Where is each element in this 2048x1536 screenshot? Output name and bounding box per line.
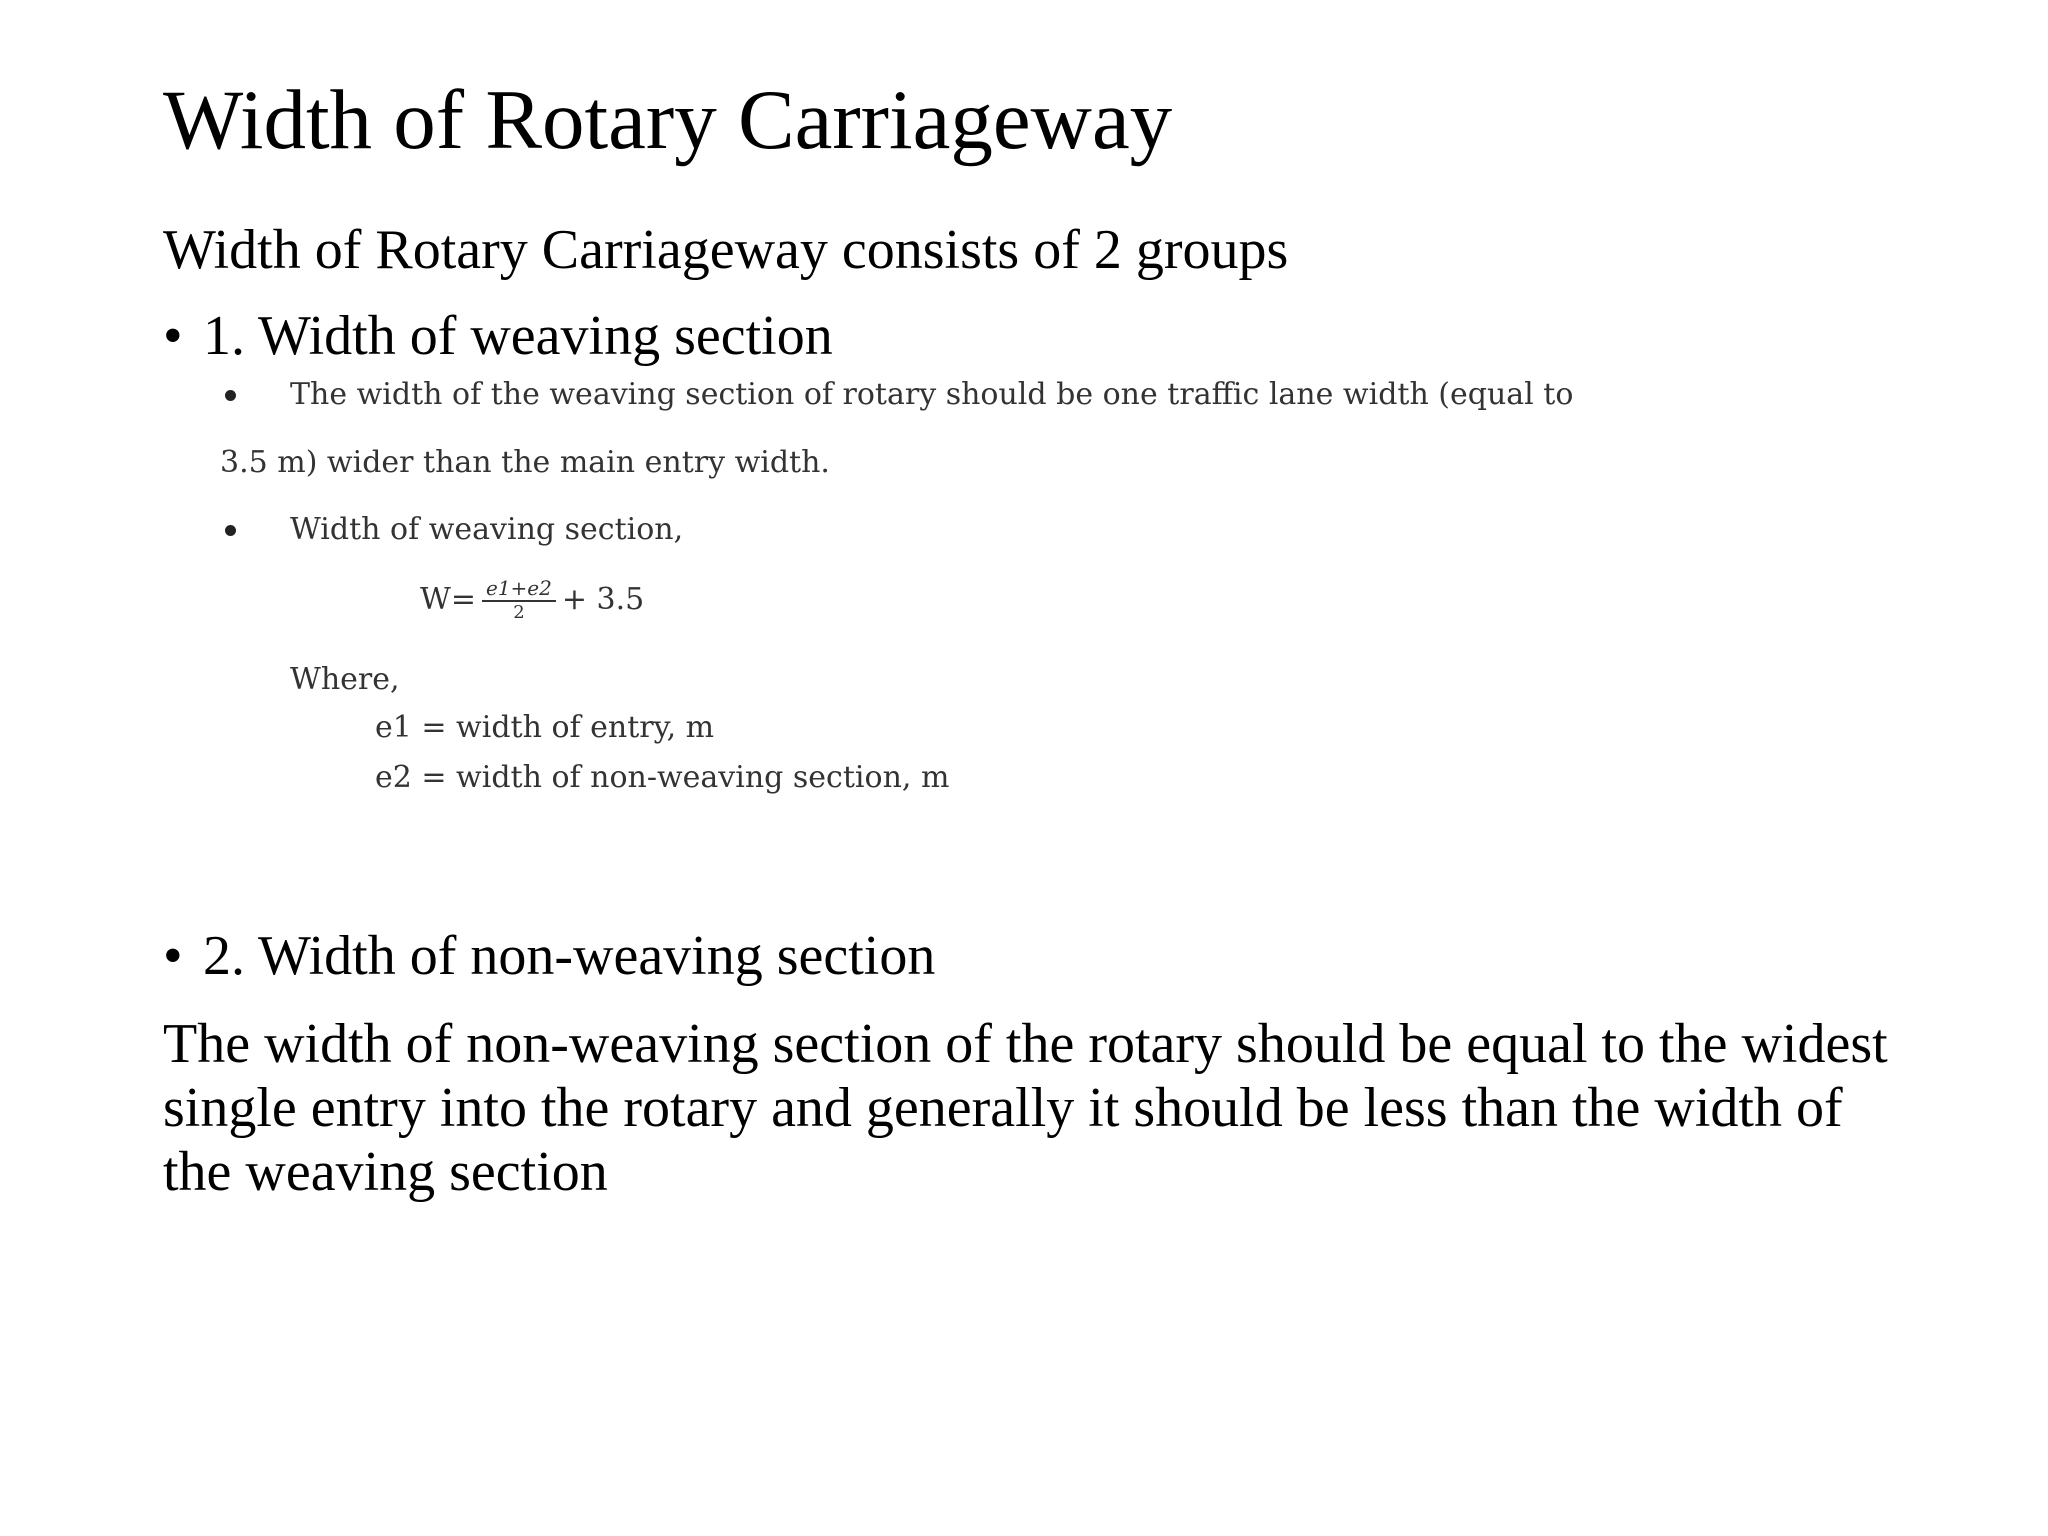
pasted-definition-image (210, 360, 1690, 800)
formula-numerator: e1+e2 (482, 578, 556, 602)
bullet-non-weaving-heading: 2. Width of non-weaving section (203, 925, 936, 987)
bullet-symbol: • (163, 925, 183, 987)
small-bullet-dot (225, 390, 236, 401)
where-label: Where, (290, 662, 400, 697)
small-bullet-dot (225, 525, 236, 536)
weaving-definition-line2: 3.5 m) wider than the main entry width. (220, 445, 830, 480)
definition-e2: e2 = width of non-weaving section, m (375, 760, 950, 795)
weaving-definition-line1: The width of the weaving section of rotary should be one traffic lane width (equal to (290, 377, 1574, 412)
non-weaving-paragraph: The width of non-weaving section of the rotary should be equal to the widest single entry into the rotary and generally it should be less than the width of the weaving section (163, 1013, 1888, 1203)
definition-e1: e1 = width of entry, m (375, 710, 715, 745)
bullet-symbol: • (163, 305, 183, 367)
weaving-width-formula (420, 578, 644, 622)
bullet-weaving-section (163, 305, 833, 367)
bullet-non-weaving-section (163, 925, 936, 987)
intro-text: Width of Rotary Carriageway consists of 2 groups (163, 219, 1289, 281)
bullet-weaving-heading: 1. Width of weaving section (203, 305, 833, 367)
slide-title: Width of Rotary Carriageway (163, 73, 1173, 167)
formula-lhs: W= (420, 582, 476, 617)
formula-denominator: 2 (513, 602, 525, 623)
formula-fraction (482, 578, 556, 622)
formula-rhs: + 3.5 (561, 582, 645, 617)
weaving-width-label: Width of weaving section, (290, 512, 684, 547)
